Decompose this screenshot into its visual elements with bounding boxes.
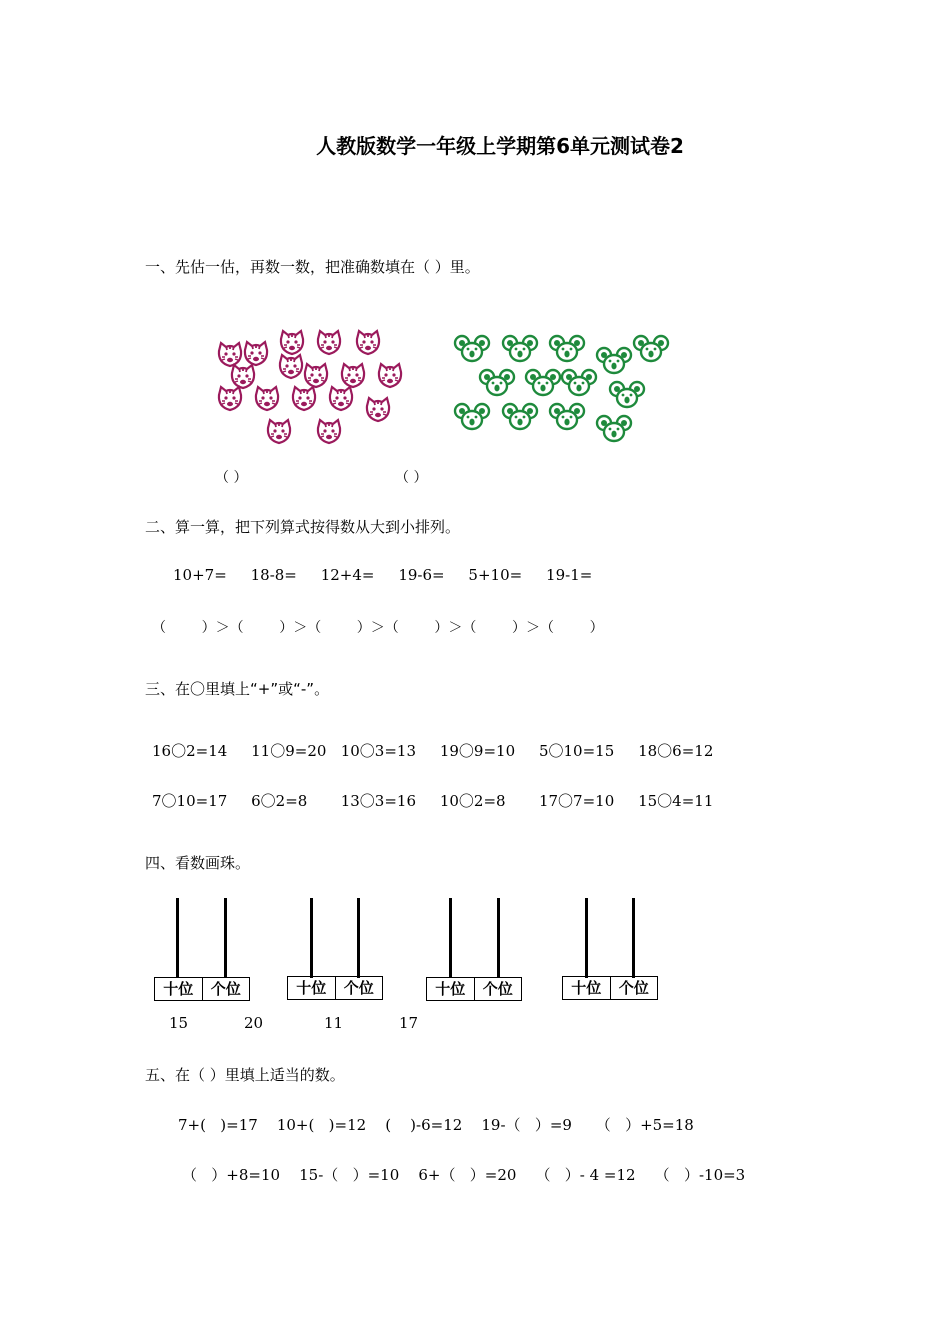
- abacus-number: 11: [324, 1014, 344, 1032]
- tiger-icon: [318, 331, 340, 354]
- tiger-icon: [219, 343, 241, 366]
- tens-label: 十位: [296, 979, 327, 997]
- abacus-number: 17: [399, 1014, 419, 1032]
- abacus-rod-tens: [449, 898, 452, 978]
- tiger-icon: [245, 342, 267, 365]
- place-value-box: [562, 976, 658, 1000]
- tens-label: 十位: [435, 980, 466, 998]
- tiger-icon: [219, 387, 241, 410]
- place-value-box: [154, 977, 250, 1001]
- koala-icon: [526, 370, 560, 395]
- koala-icon: [610, 382, 644, 407]
- section5-heading: 五、在（ ）里填上适当的数。: [145, 1066, 345, 1084]
- tens-label: 十位: [163, 980, 194, 998]
- place-value-box: [426, 977, 522, 1001]
- koala-icon: [455, 404, 489, 429]
- koala-icon: [503, 336, 537, 361]
- ones-label: 个位: [335, 977, 383, 999]
- koala-icon: [597, 416, 631, 441]
- section2-heading: 二、算一算，把下列算式按得数从大到小排列。: [145, 518, 461, 536]
- section2-expressions: 10+7= 18-8= 12+4= 19-6= 5+10= 19-1=: [173, 566, 593, 584]
- abacus-rod-ones: [497, 898, 500, 978]
- section3-row1[interactable]: 16〇2=14 11〇9=20 10〇3=13 19〇9=10 5〇10=15 18〇6=12: [152, 742, 714, 760]
- tiger-icon: [256, 387, 278, 410]
- abacus-number: 15: [169, 1014, 189, 1032]
- abacus-rod-ones: [632, 898, 635, 978]
- koala-group-picture: [445, 325, 675, 450]
- tens-label: 十位: [571, 979, 602, 997]
- section3-heading: 三、在〇里填上“+”或“-”。: [145, 680, 330, 698]
- koala-icon: [562, 370, 596, 395]
- abacus-rod-tens: [585, 898, 588, 978]
- ones-label: 个位: [474, 978, 522, 1000]
- section3-row2[interactable]: 7〇10=17 6〇2=8 13〇3=16 10〇2=8 17〇7=10 15〇4=11: [152, 792, 714, 810]
- tiger-icon: [357, 331, 379, 354]
- koala-icon: [550, 404, 584, 429]
- abacus-rod-tens: [310, 898, 313, 978]
- koala-answer-blank[interactable]: （ ）: [395, 470, 428, 486]
- section5-row1[interactable]: 7+( )=17 10+( )=12 ( )-6=12 19-（ ）=9 （ ）+5=18: [178, 1116, 694, 1134]
- tiger-group-picture: [210, 325, 410, 450]
- section4-heading: 四、看数画珠。: [145, 854, 251, 872]
- page-title: 人教版数学一年级上学期第6单元测试卷2: [316, 134, 684, 158]
- koala-icon: [480, 370, 514, 395]
- abacus-rod-ones: [224, 898, 227, 978]
- ones-label: 个位: [202, 978, 250, 1000]
- tiger-icon: [268, 420, 290, 443]
- tiger-icon: [293, 387, 315, 410]
- section1-heading: 一、先估一估，再数一数，把准确数填在（ ）里。: [145, 258, 480, 276]
- tiger-icon: [318, 420, 340, 443]
- tiger-icon: [281, 331, 303, 354]
- tiger-icon: [379, 364, 401, 387]
- abacus-rod-ones: [357, 898, 360, 978]
- tiger-icon: [232, 365, 254, 388]
- section5-row2[interactable]: （ ）+8=10 15-（ ）=10 6+（ ）=20 （ ）- 4 =12 （ ）-10=3: [182, 1166, 746, 1184]
- ones-label: 个位: [610, 977, 658, 999]
- tiger-icon: [305, 364, 327, 387]
- place-value-box: [287, 976, 383, 1000]
- koala-icon: [503, 404, 537, 429]
- tiger-icon: [367, 398, 389, 421]
- tiger-icon: [280, 355, 302, 378]
- abacus-number: 20: [244, 1014, 264, 1032]
- abacus-rod-tens: [176, 898, 179, 978]
- tiger-answer-blank[interactable]: （ ）: [215, 470, 248, 486]
- koala-icon: [597, 348, 631, 373]
- koala-icon: [634, 336, 668, 361]
- tiger-icon: [342, 364, 364, 387]
- section2-order-blanks[interactable]: （ ）＞（ ）＞（ ）＞（ ）＞（ ）＞（ ）: [152, 620, 604, 636]
- koala-icon: [455, 336, 489, 361]
- koala-icon: [550, 336, 584, 361]
- tiger-icon: [330, 387, 352, 410]
